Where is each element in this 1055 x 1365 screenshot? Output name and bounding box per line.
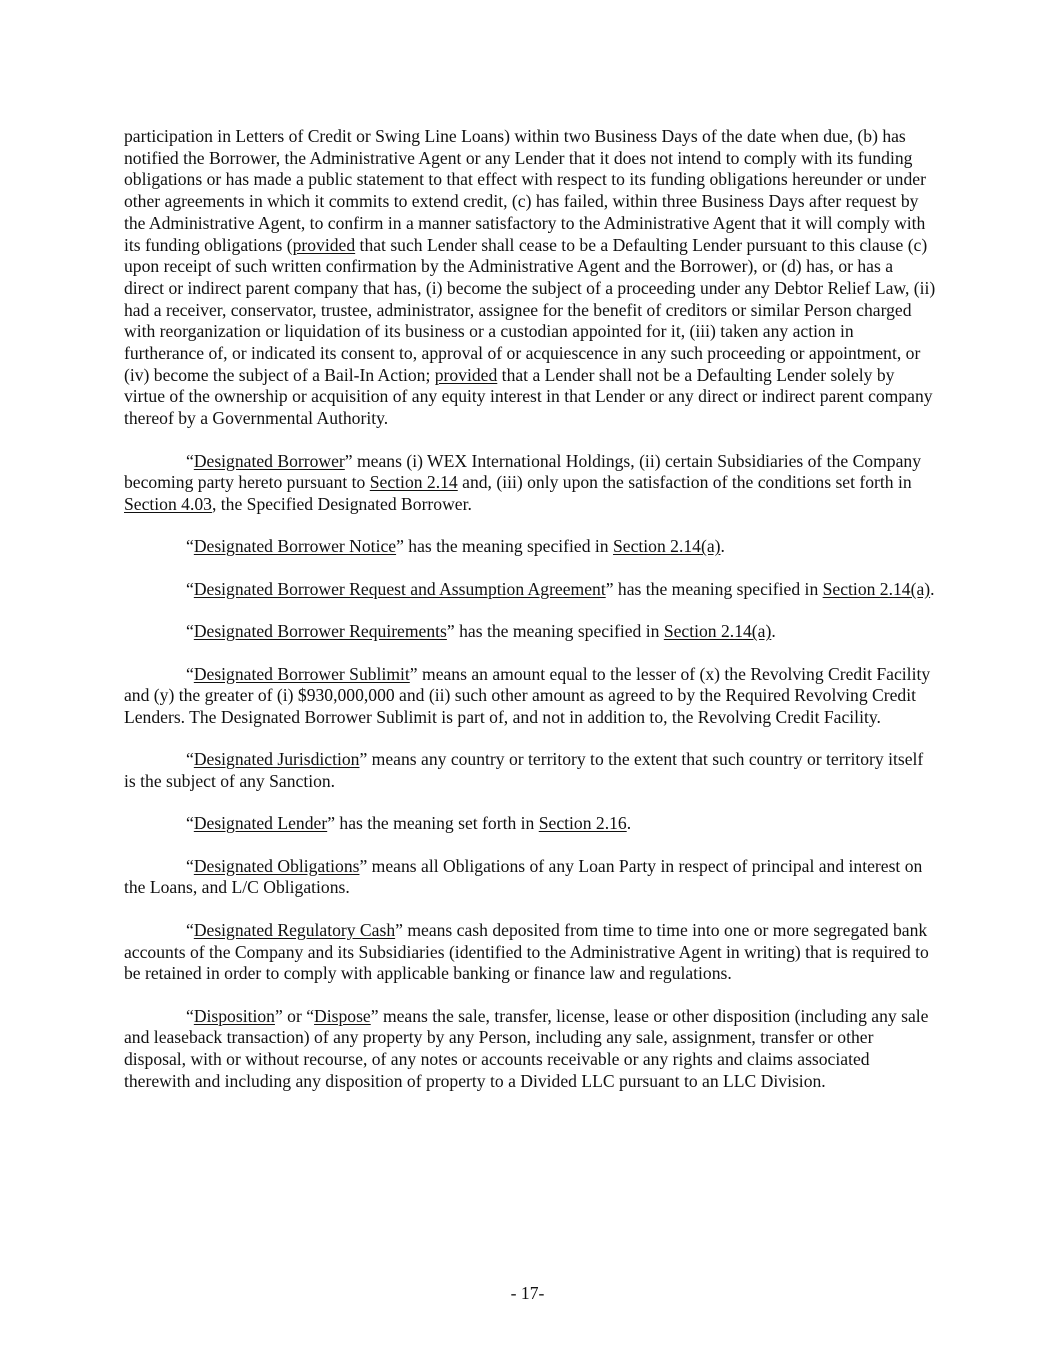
defined-term-reference: Section 4.03	[124, 493, 212, 514]
paragraph-text: ” has the meaning set forth in	[327, 813, 539, 834]
paragraph-text: “	[186, 855, 194, 876]
defined-term-reference: Designated Borrower Notice	[193, 536, 397, 557]
definition-paragraph-disposition	[124, 1006, 936, 1093]
definition-paragraph-designated-lender	[124, 813, 936, 835]
paragraph-text: that a Lender shall not be a Defaulting Lender solely by virtue of the ownership or acquisition of any equity interest in that Lender or any direct or indirect parent company thereof by a Governmental Authority.	[124, 364, 933, 429]
paragraph-text: that such Lender shall cease to be a Defaulting Lender pursuant to this clause (c) upon receipt of such written confirmation by the Administrative Agent and the Borrower), or (d) has, or has a direct or indirect parent company that has, (i) become the subject of a proceeding under any Debtor Relief Law, (ii) had a receiver, conservator, trustee, administrator, assignee for the benefit of creditors or similar Person charged with reorganization or liquidation of its business or a custodian appointed for it, (iii) taken any action in furtherance of, or indicated its consent to, approval of or acquiescence in any such proceeding or appointment, or (iv) become the subject of a Bail-In Action;	[124, 234, 936, 385]
paragraph-text: ” means cash deposited from time to time into one or more segregated bank accounts of the Company and its Subsidiaries (identified to the Administrative Agent in writing) that is required to be retained in order to comply with applicable banking or finance law and regulations.	[124, 919, 929, 984]
paragraph-text: participation in Letters of Credit or Swing Line Loans) within two Business Days of the date when due, (b) has notified the Borrower, the Administrative Agent or any Lender that it does not intend to comply with its funding obligations or has made a public statement to that effect with respect to its funding obligations hereunder or under other agreements in which it commits to extend credit, (c) has failed, within three Business Days after request by the Administrative Agent, to confirm in a manner satisfactory to the Administrative Agent that it will comply with its funding obligations (	[124, 126, 926, 255]
paragraph-text: ” or “	[274, 1005, 315, 1026]
defined-term-reference: Section 2.14(a)	[663, 621, 772, 642]
defined-term-reference: Designated Obligations	[193, 855, 360, 876]
paragraph-text: ” means an amount equal to the lesser of (x) the Revolving Credit Facility and (y) the greater of (i) $930,000,000 and (ii) such other amount as agreed to by the Required Revolving Credit Lenders. The Designated Borrower Sublimit is part of, and not in addition to, the Revolving Credit Facility.	[124, 663, 931, 727]
paragraph-text: .	[720, 536, 725, 557]
defined-term-reference: Designated Lender	[193, 813, 328, 834]
paragraph-text: , the Specified Designated Borrower.	[211, 493, 472, 514]
paragraph-text: “	[186, 919, 194, 940]
paragraph-text: .	[930, 578, 935, 599]
defined-term-reference: Dispose	[314, 1005, 371, 1026]
definition-paragraph-designated-borrower-notice	[124, 536, 936, 558]
page-number: - 17-	[510, 1283, 545, 1303]
definition-paragraph-defaulting-lender-continued	[124, 126, 936, 430]
defined-term-reference: Designated Borrower Requirements	[193, 621, 447, 642]
paragraph-text: ” has the meaning specified in	[446, 621, 664, 642]
defined-term-reference: Section 2.14	[369, 472, 458, 493]
defined-term-reference: Disposition	[193, 1005, 275, 1026]
paragraph-text: “	[186, 1005, 194, 1026]
paragraph-text: and, (iii) only upon the satisfaction of the conditions set forth in	[457, 472, 912, 493]
defined-term-reference: Designated Jurisdiction	[193, 749, 360, 770]
paragraph-text: ” means (i) WEX International Holdings, (ii) certain Subsidiaries of the Company becoming party hereto pursuant to	[124, 450, 921, 493]
definition-paragraph-designated-borrower	[124, 451, 936, 516]
paragraph-text: .	[626, 813, 632, 834]
defined-term-reference: Section 2.14(a)	[822, 578, 931, 599]
defined-term-reference: provided	[292, 234, 356, 255]
document-body	[124, 126, 936, 1113]
definition-paragraph-designated-jurisdiction	[124, 749, 936, 792]
defined-term-reference: Designated Borrower Sublimit	[193, 663, 410, 684]
defined-term-reference: Section 2.16	[538, 813, 627, 834]
paragraph-text: ” has the meaning specified in	[396, 536, 613, 557]
paragraph-text: .	[771, 621, 776, 642]
defined-term-reference: provided	[434, 364, 498, 385]
paragraph-text: “	[186, 621, 194, 642]
defined-term-reference: Designated Borrower	[193, 450, 345, 471]
paragraph-text: “	[186, 536, 194, 557]
definition-paragraph-designated-borrower-requirements	[124, 621, 936, 643]
definition-paragraph-designated-borrower-request	[124, 579, 936, 601]
defined-term-reference: Section 2.14(a)	[613, 536, 721, 557]
definition-paragraph-designated-obligations	[124, 856, 936, 899]
paragraph-text: ” means all Obligations of any Loan Party in respect of principal and interest on the Loans, and L/C Obligations.	[124, 855, 923, 898]
paragraph-text: ” has the meaning specified in	[605, 578, 823, 599]
paragraph-text: ” means any country or territory to the extent that such country or territory itself is the subject of any Sanction.	[124, 749, 924, 791]
definition-paragraph-designated-regulatory-cash	[124, 920, 936, 985]
paragraph-text: “	[186, 578, 194, 599]
defined-term-reference: Designated Regulatory Cash	[193, 919, 396, 940]
paragraph-text: “	[186, 813, 194, 834]
paragraph-text: ” means the sale, transfer, license, lease or other disposition (including any sale and leaseback transaction) of any property by any Person, including any sale, assignment, transfer or other disposal, with or without recourse, of any notes or accounts receivable or any rights and claims associated therewith and including any disposition of property to a Divided LLC pursuant to an LLC Division.	[124, 1005, 929, 1091]
defined-term-reference: Designated Borrower Request and Assumption Agreement	[193, 578, 606, 599]
paragraph-text: “	[186, 663, 194, 684]
definition-paragraph-designated-borrower-sublimit	[124, 664, 936, 729]
paragraph-text: “	[186, 450, 194, 471]
paragraph-text: “	[186, 749, 194, 770]
